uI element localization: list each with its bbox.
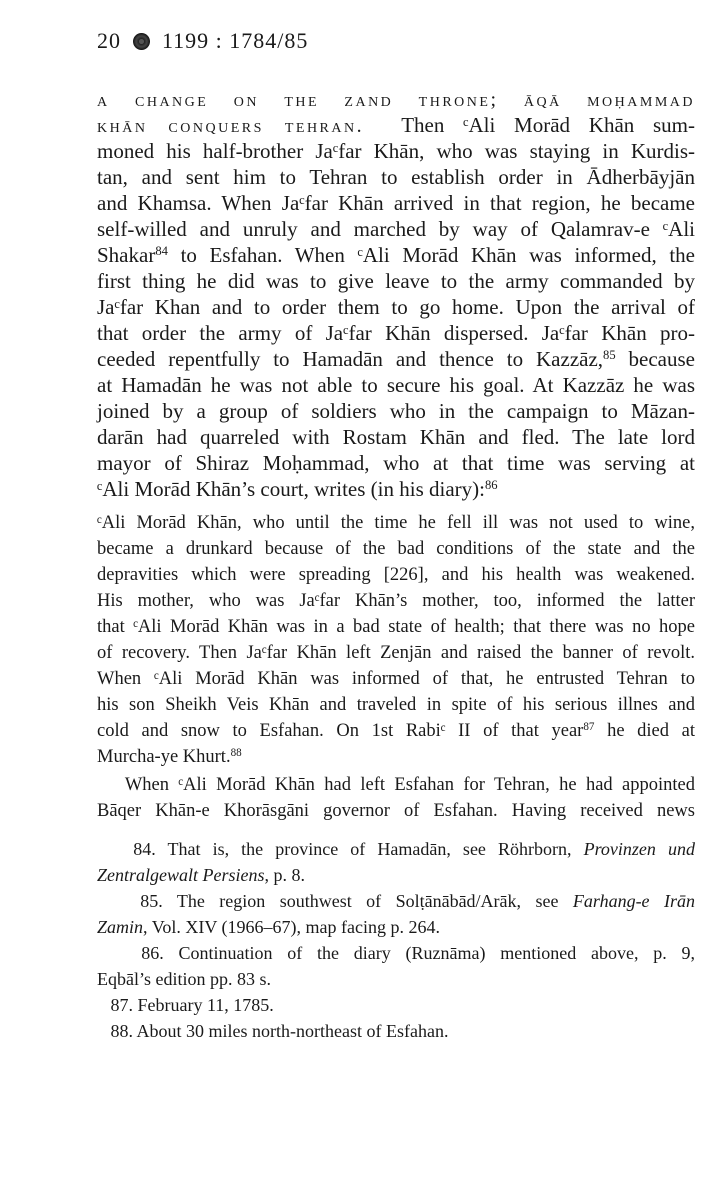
text-segment: that ᶜAli Morād Khān was in a bad state of health; that there was no hope — [97, 617, 695, 637]
text-segment: moned his half-brother Jaᶜfar Khān, who was staying in Kurdis- — [97, 139, 695, 163]
section-heading: a change on the zand throne; āqā moḥammad — [97, 89, 695, 111]
text-segment: Jaᶜfar Khan and to order them to go home. Upon the arrival of — [97, 295, 695, 319]
text-segment: his son Sheikh Veis Khān and traveled in spite of his serious illnes and — [97, 695, 695, 715]
text-segment: Shakar — [97, 243, 156, 267]
text-segment: ceeded repentfully to Hamadān and thence to Kazzāz, — [97, 347, 604, 371]
text-segment: , Vol. XIV (1966–67), map facing p. 264. — [143, 917, 440, 937]
text-line — [97, 269, 695, 293]
text-line — [97, 616, 695, 638]
page-number: 20 — [97, 28, 121, 53]
text-segment: mayor of Shiraz Moḥammad, who at that time was serving at — [97, 451, 695, 475]
text-segment: 85. The region southwest of Solṭānābād/Arāk, see — [97, 891, 573, 911]
text-segment: and Khamsa. When Jaᶜfar Khān arrived in that region, he became — [97, 191, 695, 215]
text-line — [97, 916, 695, 938]
header-years: 1199 : 1784/85 — [162, 28, 309, 53]
text-segment: 88. About 30 miles north-northeast of Esfahan. — [97, 1021, 449, 1041]
text-segment: became a drunkard because of the bad conditions of the state and the — [97, 539, 695, 559]
text-line — [97, 425, 695, 449]
text-line — [97, 590, 695, 612]
text-line — [97, 477, 695, 501]
text-line — [97, 942, 695, 964]
text-line — [97, 720, 695, 742]
italic-title: Zamin — [97, 917, 144, 937]
text-segment: he died at — [594, 721, 695, 741]
text-line — [97, 165, 695, 189]
text-segment: depravities which were spreading [226], and his health was weakened. — [97, 565, 695, 585]
text-line — [97, 243, 695, 267]
text-segment: of recovery. Then Jaᶜfar Khān left Zenjān and raised the banner of revolt. — [97, 643, 695, 663]
text-line — [97, 191, 695, 215]
text-segment: first thing he did was to give leave to the army commanded by — [97, 269, 695, 293]
text-segment: Murcha-ye Khurt. — [97, 747, 231, 767]
running-header — [97, 28, 308, 54]
text-line — [97, 217, 695, 241]
text-line — [97, 890, 695, 912]
text-segment: tan, and sent him to Tehran to establish order in Ādherbāyjān — [97, 165, 695, 189]
text-segment: darān had quarreled with Rostam Khān and fled. The late lord — [97, 425, 695, 449]
text-segment: ᶜAli Morād Khān, who until the time he fell ill was not used to wine, — [97, 513, 695, 533]
italic-title: Provinzen und — [583, 839, 695, 859]
footnote-reference: 86 — [484, 478, 498, 493]
text-line — [97, 968, 695, 990]
text-segment: Eqbāl’s edition pp. 83 s. — [97, 969, 271, 989]
text-segment: 84. That is, the province of Hamadān, see Röhrborn, — [97, 839, 584, 859]
text-line — [97, 373, 695, 397]
text-line — [97, 642, 695, 664]
text-segment: ᶜAli Morād Khān’s court, writes (in his diary): — [97, 477, 485, 501]
text-segment: , p. 8. — [264, 865, 305, 885]
text-line — [97, 87, 695, 111]
text-segment: Bāqer Khān-e Khorāsgāni governor of Esfahan. Having received news — [97, 801, 695, 821]
text-segment: self-willed and unruly and marched by way of Qalamrav-e ᶜAli — [97, 217, 695, 241]
rosette-ornament-icon — [133, 33, 150, 50]
text-segment: 87. February 11, 1785. — [97, 995, 274, 1015]
text-line — [97, 1020, 695, 1042]
text-line — [97, 538, 695, 560]
footnote-reference: 84 — [155, 244, 168, 259]
italic-title: Zentralgewalt Persiens — [97, 865, 265, 885]
text-segment: at Hamadān he was not able to secure his goal. At Kazzāz he was — [97, 373, 695, 397]
text-line — [97, 774, 695, 796]
text-line — [97, 321, 695, 345]
section-heading: khān conquers tehran. — [97, 115, 365, 137]
text-line — [97, 694, 695, 716]
footnote-reference: 88 — [230, 746, 242, 759]
text-segment: 86. Continuation of the diary (Ruznāma) mentioned above, p. 9, — [97, 943, 695, 963]
text-line — [97, 994, 695, 1016]
text-line — [97, 800, 695, 822]
text-segment: that order the army of Jaᶜfar Khān dispersed. Jaᶜfar Khān pro- — [97, 321, 695, 345]
footnote-reference: 87 — [583, 720, 595, 733]
text-segment: His mother, who was Jaᶜfar Khān’s mother, too, informed the latter — [97, 591, 695, 611]
text-line — [97, 564, 695, 586]
text-line — [97, 451, 695, 475]
text-line — [97, 399, 695, 423]
text-segment: joined by a group of soldiers who in the campaign to Māzan- — [97, 399, 695, 423]
text-line — [97, 668, 695, 690]
text-segment: because — [615, 347, 695, 371]
text-line — [97, 746, 695, 768]
text-line — [97, 139, 695, 163]
text-line — [97, 295, 695, 319]
footnote-reference: 85 — [603, 348, 616, 363]
text-segment: When ᶜAli Morād Khān was informed of that, he entrusted Tehran to — [97, 669, 695, 689]
text-segment: When ᶜAli Morād Khān had left Esfahan for Tehran, he had appointed — [97, 775, 695, 795]
text-line — [97, 864, 695, 886]
text-segment: to Esfahan. When ᶜAli Morād Khān was informed, the — [167, 243, 695, 267]
text-segment: cold and snow to Esfahan. On 1st Rabiᶜ II of that year — [97, 721, 584, 741]
text-line — [97, 512, 695, 534]
text-line — [97, 838, 695, 860]
text-segment: Then ᶜAli Morād Khān sum- — [364, 113, 695, 137]
italic-title: Farhang-e Irān — [572, 891, 695, 911]
text-line — [97, 347, 695, 371]
text-line — [97, 113, 695, 137]
